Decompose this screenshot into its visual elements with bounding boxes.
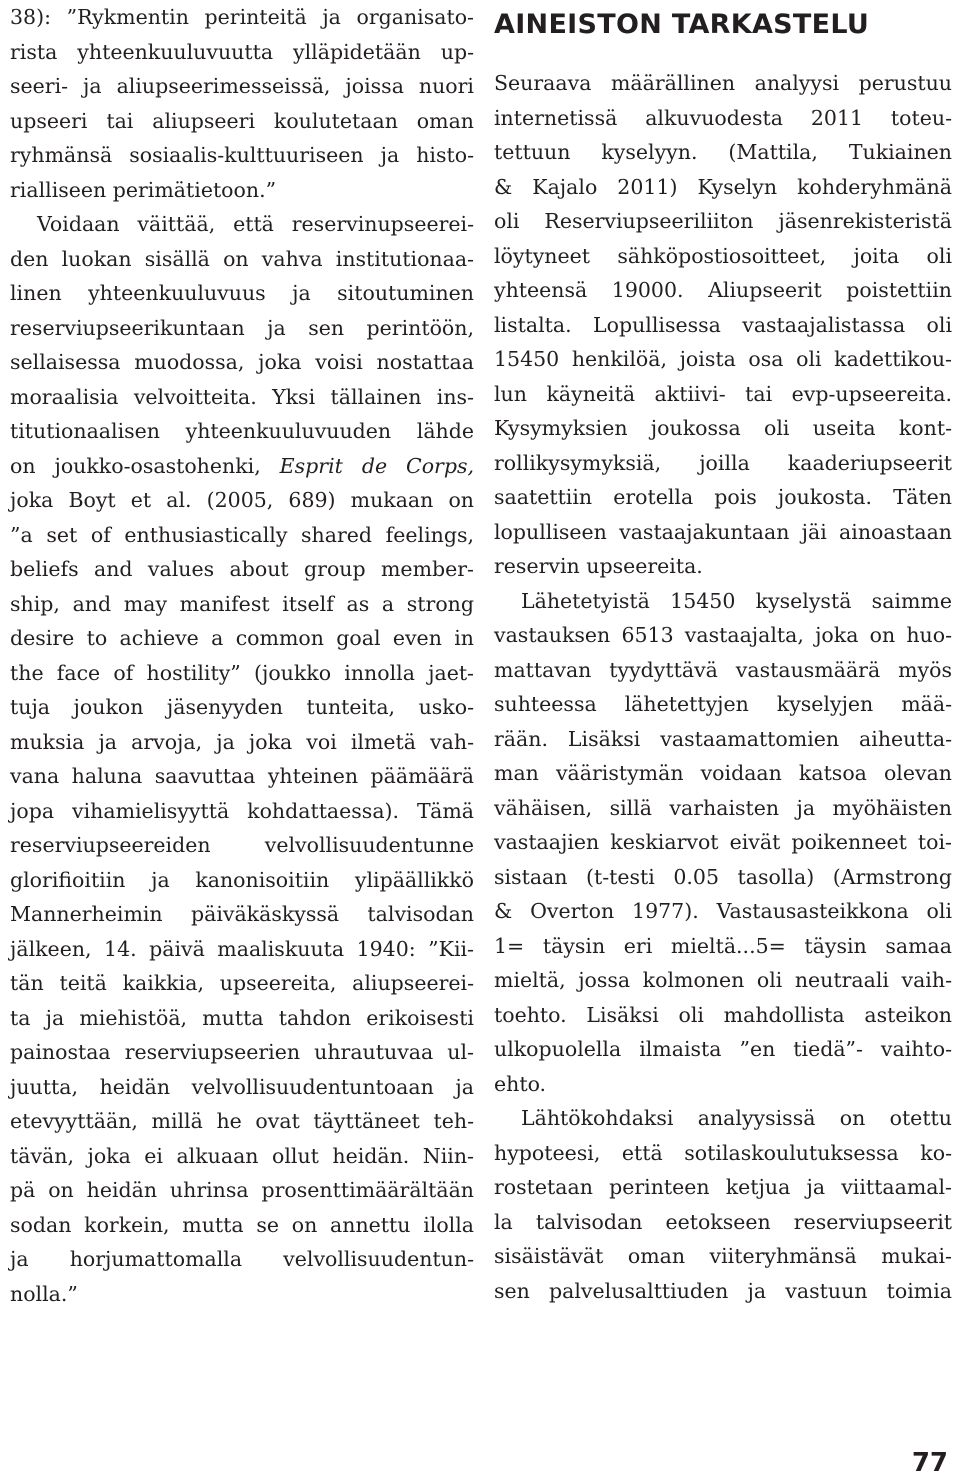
text-line: [10, 759, 474, 794]
text-line: [494, 170, 952, 205]
text-line-content: yhteensä 19000. Aliupseerit poistettiin: [494, 278, 952, 302]
text-line-content: tän teitä kaikkia, upseereita, aliupseerei-: [10, 971, 474, 995]
text-line-content: rialliseen perimätietoon.”: [10, 177, 277, 202]
text-line: [10, 138, 474, 173]
right-column: [494, 0, 952, 1308]
text-line-content: rään. Lisäksi vastaamattomien aiheutta-: [494, 726, 952, 751]
text-line: [10, 828, 474, 863]
text-line-content: muksia ja arvoja, ja joka voi ilmetä vah-: [10, 729, 474, 754]
text-line-content: löytyneet sähköpostiosoitteet, joita oli: [494, 243, 952, 268]
text-line-content: jälkeen, 14. päivä maaliskuuta 1940: ”Kii-: [10, 936, 474, 961]
text-line: [10, 1208, 474, 1243]
text-line-content: titutionaalisen yhteenkuuluvuuden lähde: [10, 419, 474, 443]
text-line: [494, 204, 952, 239]
text-line: [494, 135, 952, 170]
right-column-body: [494, 66, 952, 1308]
text-line-content: sistaan (t-testi 0.05 tasolla) (Armstrong: [494, 864, 952, 889]
text-line-content: sodan korkein, mutta se on annettu ilolla: [10, 1212, 474, 1237]
text-line-content: ryhmänsä sosiaalis-kulttuuriseen ja histo-: [10, 143, 474, 167]
text-line: [10, 1070, 474, 1105]
text-line: [494, 342, 952, 377]
text-line-content: & Kajalo 2011) Kyselyn kohderyhmänä: [494, 174, 952, 199]
text-line: [494, 377, 952, 412]
text-line-content: oli Reserviupseeriliiton jäsenrekisteristä: [494, 209, 952, 233]
text-line-content: mattavan tyydyttävä vastausmäärä myös: [494, 657, 952, 682]
text-line: [10, 1242, 474, 1277]
text-line: [10, 35, 474, 70]
text-line: [494, 756, 952, 791]
text-line-content: Mannerheimin päiväkäskyssä talvisodan: [10, 902, 474, 926]
text-line-content: painostaa reserviupseerien uhrautuvaa ul-: [10, 1040, 474, 1064]
text-line-content: rollikysymyksiä, joilla kaaderiupseerit: [494, 450, 952, 475]
text-line: [494, 653, 952, 688]
text-line: [494, 1274, 952, 1309]
text-line-content: vastauksen 6513 vastaajalta, joka on huo-: [494, 623, 952, 647]
text-line-content: ta ja miehistöä, mutta tahdon erikoisesti: [10, 1005, 474, 1030]
text-line-content: la talvisodan eetokseen reserviupseerit: [494, 1209, 952, 1234]
text-line-content: Lähtökohdaksi analyysissä on otettu: [521, 1106, 952, 1130]
text-line: [494, 1101, 952, 1136]
text-line-content: glorifioitiin ja kanonisoitiin ylipäällikkö: [10, 867, 474, 892]
text-line-content: seeri- ja aliupseerimesseissä, joissa nuori: [10, 74, 474, 98]
text-line: [10, 0, 474, 35]
text-line: [494, 1205, 952, 1240]
text-line: [10, 173, 474, 208]
text-line: [10, 656, 474, 691]
text-line-content: den luokan sisällä on vahva institutionaa-: [10, 246, 474, 271]
text-line: [10, 242, 474, 277]
text-line: [494, 860, 952, 895]
text-line: [494, 929, 952, 964]
text-line-content: rostetaan perinteen ketjua ja viittaamal-: [494, 1175, 952, 1199]
text-line-content: lun käyneitä aktiivi- tai evp-upseereita.: [494, 381, 952, 406]
text-line: [10, 1277, 474, 1312]
text-line-content: upseeri tai aliupseeri koulutetaan oman: [10, 108, 474, 133]
text-line: [10, 897, 474, 932]
text-line-content: rista yhteenkuuluvuutta ylläpidetään up-: [10, 39, 474, 64]
text-line-content: nolla.”: [10, 1281, 78, 1306]
text-line-content: 38): ”Rykmentin perinteitä ja organisato-: [10, 5, 474, 29]
text-line-content: sisäistävät oman viiteryhmänsä mukai-: [494, 1244, 952, 1268]
text-line-content: vana haluna saavuttaa yhteinen päämäärä: [10, 764, 474, 788]
text-line: [494, 1239, 952, 1274]
text-line: [10, 1139, 474, 1174]
text-line: [10, 483, 474, 518]
text-line-content: on joukko-osastohenki,: [10, 453, 280, 478]
text-line: [10, 725, 474, 760]
text-line: [494, 1032, 952, 1067]
text-line: [494, 584, 952, 619]
text-line: [494, 515, 952, 550]
text-line: [10, 276, 474, 311]
text-line-content: juutta, heidän velvollisuudentuntoaan ja: [10, 1074, 474, 1099]
text-line: [494, 66, 952, 101]
text-line: [10, 932, 474, 967]
text-line-content: 15450 henkilöä, joista osa oli kadettikou-: [494, 347, 952, 371]
text-line-content: etevyyttään, millä he ovat täyttäneet teh-: [10, 1109, 474, 1133]
text-line: [494, 239, 952, 274]
text-line-content: mieltä, jossa kolmonen oli neutraali vaih-: [494, 968, 952, 992]
text-line-content: vastaajien keskiarvot eivät poikenneet toi-: [494, 830, 952, 854]
text-line: [10, 104, 474, 139]
text-line: [10, 794, 474, 829]
text-line-content: Voidaan väittää, että reservinupseerei-: [37, 212, 474, 236]
text-line-content: ”a set of enthusiastically shared feelings,: [10, 522, 474, 547]
text-line: [494, 998, 952, 1033]
text-line-content: vähäisen, sillä varhaisten ja myöhäisten: [494, 795, 952, 820]
text-line: [10, 1035, 474, 1070]
text-line: [494, 1170, 952, 1205]
text-line-content: & Overton 1977). Vastausasteikkona oli: [494, 899, 952, 923]
text-line: [10, 518, 474, 553]
text-line: [494, 101, 952, 136]
text-line-content: pä on heidän uhrinsa prosenttimäärältään: [10, 1178, 474, 1202]
text-line-content: 1= täysin eri mieltä...5= täysin samaa: [494, 933, 952, 958]
text-line: [10, 1173, 474, 1208]
text-line-content: reserviupseerikuntaan ja sen perintöön,: [10, 315, 474, 340]
text-line: [494, 1067, 952, 1102]
text-line: [494, 825, 952, 860]
text-line-content: reserviupseereiden velvollisuudentunne: [10, 833, 474, 857]
page-number: 77: [911, 1448, 948, 1478]
text-line-content: ehto.: [494, 1071, 547, 1096]
text-line-content: jopa vihamielisyyttä kohdattaessa). Tämä: [10, 798, 474, 823]
text-line-content: ship, and may manifest itself as a strong: [10, 591, 474, 616]
section-heading: AINEISTON TARKASTELU: [494, 9, 870, 40]
text-line-content: suhteessa lähetettyjen kyselyjen mää-: [494, 692, 952, 716]
text-line-content: hypoteesi, että sotilaskoulutuksessa ko-: [494, 1140, 952, 1165]
text-line-content: saatettiin erotella pois joukosta. Täten: [494, 485, 952, 509]
text-line: [494, 618, 952, 653]
text-line-content: beliefs and values about group member-: [10, 557, 474, 581]
text-line: [10, 311, 474, 346]
text-line-content: lopulliseen vastaajakuntaan jäi ainoastaan: [494, 519, 952, 544]
text-line-content: tuja joukon jäsenyyden tunteita, usko-: [10, 695, 474, 719]
text-line-content: sellaisessa muodossa, joka voisi nostattaa: [10, 350, 474, 374]
text-line: [494, 1136, 952, 1171]
text-line-content: sen palvelusalttiuden ja vastuun toimia: [494, 1278, 952, 1303]
text-line: [10, 207, 474, 242]
text-line: [10, 552, 474, 587]
text-line-content: Kysymyksien joukossa oli useita kont-: [494, 416, 952, 440]
text-line-content: ulkopuolella ilmaista ”en tiedä”- vaihto-: [494, 1037, 952, 1061]
text-line: [494, 894, 952, 929]
text-line-content: linen yhteenkuuluvuus ja sitoutuminen: [10, 281, 474, 305]
text-line-content: toehto. Lisäksi oli mahdollista asteikon: [494, 1002, 952, 1027]
text-line: [10, 1104, 474, 1139]
text-line-content: internetissä alkuvuodesta 2011 toteu-: [494, 105, 952, 130]
text-line: [494, 446, 952, 481]
text-line-content: reservin upseereita.: [494, 554, 703, 578]
text-line-content: desire to achieve a common goal even in: [10, 626, 474, 650]
text-line: [10, 966, 474, 1001]
text-line-content: tävän, joka ei alkuaan ollut heidän. Niin-: [10, 1143, 474, 1168]
text-line: [10, 414, 474, 449]
text-line-content: tettuun kyselyyn. (Mattila, Tukiainen: [494, 140, 952, 164]
text-line-content: moraalisia velvoitteita. Yksi tällainen ins-: [10, 384, 474, 409]
text-line: [494, 411, 952, 446]
italic-term: Esprit de Corps,: [279, 453, 474, 478]
text-line: [494, 722, 952, 757]
text-line: [494, 549, 952, 584]
text-line: [10, 863, 474, 898]
text-line: [10, 345, 474, 380]
text-line: [494, 687, 952, 722]
text-line-content: ja horjumattomalla velvollisuudentun-: [10, 1247, 474, 1271]
left-column: [10, 0, 474, 1311]
text-line: [10, 690, 474, 725]
text-line: [494, 308, 952, 343]
text-line: [10, 380, 474, 415]
text-line: [10, 1001, 474, 1036]
text-line-content: man vääristymän voidaan katsoa olevan: [494, 761, 952, 785]
text-line: [10, 69, 474, 104]
text-line-content: listalta. Lopullisessa vastaajalistassa oli: [494, 312, 952, 337]
text-line: [494, 273, 952, 308]
text-line-content: Seuraava määrällinen analyysi perustuu: [494, 71, 952, 95]
text-line: [10, 621, 474, 656]
text-line-content: joka Boyt et al. (2005, 689) mukaan on: [10, 488, 474, 512]
text-line: [10, 449, 474, 484]
text-line-content: the face of hostility” (joukko innolla jaet-: [10, 660, 474, 685]
text-line-content: Lähetetyistä 15450 kyselystä saimme: [521, 588, 952, 613]
text-line: [494, 480, 952, 515]
text-line: [494, 963, 952, 998]
text-line: [10, 587, 474, 622]
text-line: [494, 791, 952, 826]
